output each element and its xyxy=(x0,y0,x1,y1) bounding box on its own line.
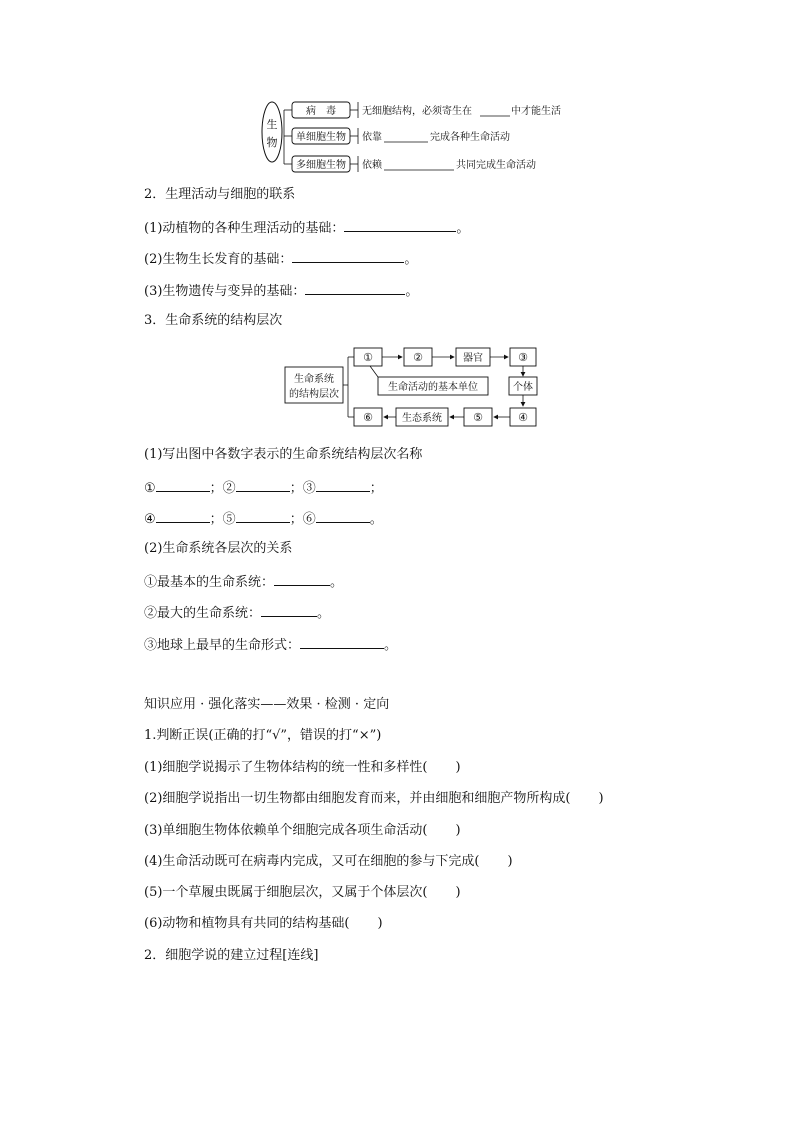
marker: ③ xyxy=(302,481,316,496)
q2-item xyxy=(144,572,343,592)
sep: 。 xyxy=(369,512,383,527)
sep: ； xyxy=(289,512,303,527)
link-title: 2．细胞学说的建立过程[连线] xyxy=(144,948,319,963)
q1-row-2 xyxy=(144,509,383,529)
section-2-title: 2．生理活动与细胞的联系 xyxy=(144,187,296,202)
life-system-flowchart xyxy=(284,345,544,429)
close-paren: ) xyxy=(455,823,461,838)
judge-text: (4)生命活动既可在病毒内完成，又可在细胞的参与下完成( xyxy=(144,854,480,869)
question-line xyxy=(144,281,418,301)
box-organ-label: 器官 xyxy=(463,353,483,364)
q1-row-1 xyxy=(144,478,383,498)
section-3-title: 3．生命系统的结构层次 xyxy=(144,313,283,328)
answer-blank[interactable] xyxy=(156,478,210,492)
question-label: (1)动植物的各种生理活动的基础： xyxy=(144,221,345,236)
box-2-label: ② xyxy=(413,351,423,364)
callout-label: 生命活动的基本单位 xyxy=(388,382,478,393)
organism-row-unicellular xyxy=(292,128,510,144)
row-text-pre: 无细胞结构，必须寄生在 xyxy=(362,106,472,117)
box-ecosystem-label: 生态系统 xyxy=(402,413,442,424)
organism-ellipse xyxy=(262,102,282,162)
answer-blank[interactable] xyxy=(344,218,456,232)
question-end: 。 xyxy=(317,606,331,621)
organism-diagram xyxy=(258,96,588,176)
answer-blank[interactable] xyxy=(261,603,317,617)
marker: ④ xyxy=(144,512,156,527)
row-text-post: 中才能生活 xyxy=(511,106,561,117)
judge-text: (3)单细胞生物体依赖单个细胞完成各项生命活动( xyxy=(144,823,428,838)
sep: ； xyxy=(369,481,383,496)
question-label: ②最大的生命系统： xyxy=(144,606,262,621)
row-text-post: 完成各种生命活动 xyxy=(430,132,510,143)
box-3-label: ③ xyxy=(518,351,528,364)
close-paren: ) xyxy=(377,916,383,931)
judge-title: 1.判断正误(正确的打“√”，错误的打“×”) xyxy=(144,728,382,743)
close-paren: ) xyxy=(455,885,461,900)
judge-text: (6)动物和植物具有共同的结构基础( xyxy=(144,916,350,931)
question-label: (2)生物生长发育的基础： xyxy=(144,252,293,267)
judge-item xyxy=(144,853,513,871)
question-end: 。 xyxy=(456,221,470,236)
marker: ⑥ xyxy=(302,512,316,527)
question-line xyxy=(144,249,417,269)
close-paren: ) xyxy=(507,854,513,869)
q2-item xyxy=(144,603,330,623)
question-end: 。 xyxy=(330,575,344,590)
question-label: ③地球上最早的生命形式： xyxy=(144,638,301,653)
box-1-label: ① xyxy=(363,351,373,364)
box-6-label: ⑥ xyxy=(363,411,373,424)
organism-row-multicellular xyxy=(292,156,536,172)
judge-item xyxy=(144,759,461,777)
question-label: (3)生物遗传与变异的基础： xyxy=(144,284,306,299)
sep: ； xyxy=(209,512,223,527)
question-end: 。 xyxy=(404,252,418,267)
row-text-post: 共同完成生命活动 xyxy=(456,160,536,171)
answer-blank[interactable] xyxy=(292,249,404,263)
marker: ② xyxy=(222,481,236,496)
marker: ⑤ xyxy=(222,512,236,527)
answer-blank[interactable] xyxy=(305,281,405,295)
row-text-pre: 依赖 xyxy=(362,160,382,171)
question-end: 。 xyxy=(384,638,398,653)
answer-blank[interactable] xyxy=(236,478,290,492)
marker: ① xyxy=(144,481,156,496)
close-paren: ) xyxy=(598,791,604,806)
root-label-line1: 生命系统 xyxy=(294,374,334,385)
q2-item xyxy=(144,635,397,655)
sep: ； xyxy=(289,481,303,496)
q1-title: (1)写出图中各数字表示的生命系统结构层次名称 xyxy=(144,447,423,462)
judge-text: (1)细胞学说揭示了生物体结构的统一性和多样性( xyxy=(144,760,428,775)
organism-row-virus xyxy=(292,102,561,118)
judge-item xyxy=(144,790,604,808)
organism-label-char2: 物 xyxy=(266,136,278,149)
answer-blank[interactable] xyxy=(156,509,210,523)
judge-item xyxy=(144,822,461,840)
root-label-line2: 的结构层次 xyxy=(289,389,339,400)
box-individual-label: 个体 xyxy=(513,382,533,393)
sep: ； xyxy=(209,481,223,496)
answer-blank[interactable] xyxy=(236,509,290,523)
answer-blank[interactable] xyxy=(316,478,370,492)
knowledge-heading: 知识应用 · 强化落实——效果 · 检测 · 定向 xyxy=(144,697,390,712)
question-end: 。 xyxy=(405,284,419,299)
row-text-pre: 依靠 xyxy=(362,132,382,143)
judge-text: (2)细胞学说指出一切生物都由细胞发育而来，并由细胞和细胞产物所构成( xyxy=(144,791,571,806)
judge-item xyxy=(144,884,461,902)
answer-blank[interactable] xyxy=(274,572,330,586)
question-line xyxy=(144,218,469,238)
category-label: 单细胞生物 xyxy=(296,132,346,143)
close-paren: ) xyxy=(455,760,461,775)
category-label: 病 毒 xyxy=(306,106,336,117)
judge-item xyxy=(144,915,383,933)
category-label: 多细胞生物 xyxy=(296,160,346,171)
organism-label-char1: 生 xyxy=(266,118,278,131)
box-4-label: ④ xyxy=(518,411,528,424)
box-5-label: ⑤ xyxy=(473,411,483,424)
answer-blank[interactable] xyxy=(300,635,384,649)
question-label: ①最基本的生命系统： xyxy=(144,575,275,590)
q2-title: (2)生命系统各层次的关系 xyxy=(144,541,293,556)
answer-blank[interactable] xyxy=(316,509,370,523)
judge-text: (5)一个草履虫既属于细胞层次，又属于个体层次( xyxy=(144,885,428,900)
